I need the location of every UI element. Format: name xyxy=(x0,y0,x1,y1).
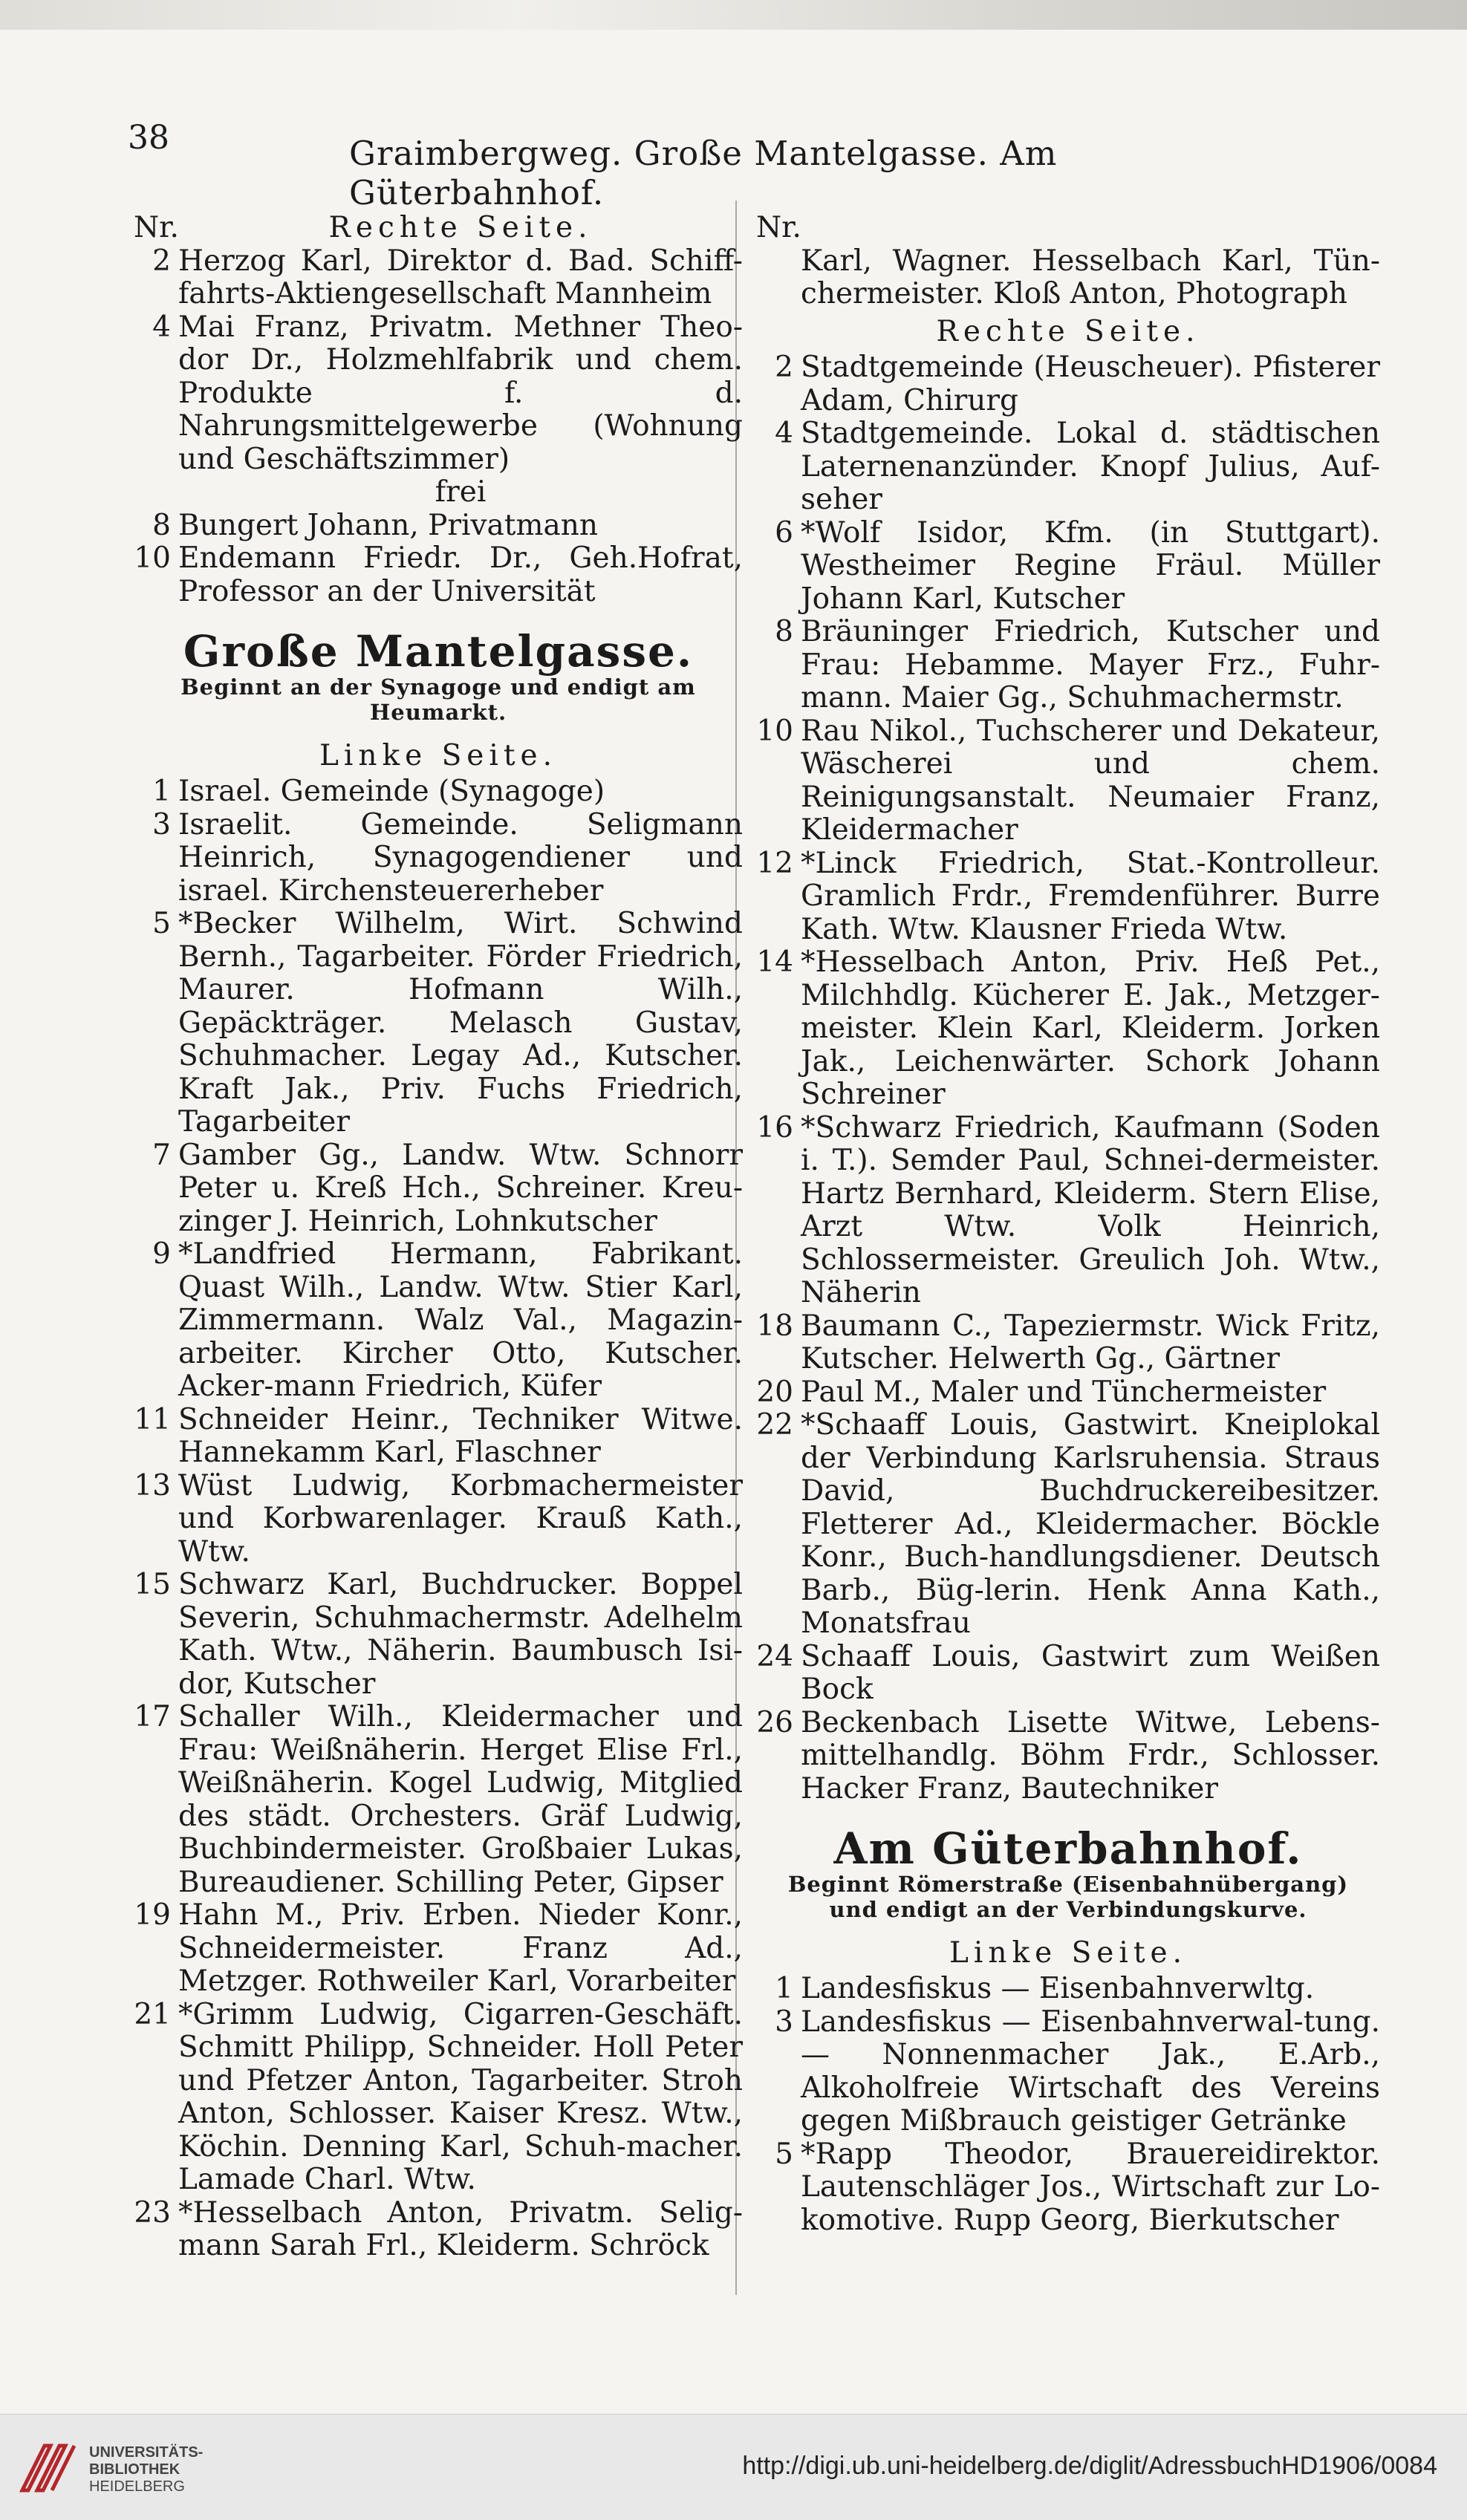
side-label: Rechte Seite. xyxy=(328,211,593,244)
directory-entry xyxy=(756,2138,1380,2238)
side-label: Rechte Seite. xyxy=(936,314,1200,348)
entry-list xyxy=(756,1973,1380,2237)
page-number: 38 xyxy=(128,119,169,157)
entry-text: Landesfiskus — Eisenbahnverwltg. xyxy=(801,1972,1315,2005)
entry-list xyxy=(756,351,1380,1806)
nr-label: Nr. xyxy=(756,211,801,244)
entry-text: *Becker Wilhelm, Wirt. Schwind Bernh., Tagarbeiter. Förder Friedrich, Maurer. Hofmann Wilh., Gepäckträger. Melasch Gustav, Schuhmacher. Legay Ad., Kutscher. Kraft Jak., Priv. Fuchs Friedrich, Tagarbeiter xyxy=(178,907,743,1139)
directory-entry xyxy=(134,245,743,311)
directory-entry xyxy=(756,946,1380,1112)
house-number: 12 xyxy=(756,846,793,880)
right-column xyxy=(756,212,1380,2237)
house-number: 26 xyxy=(756,1705,793,1739)
house-number: 9 xyxy=(152,1237,171,1271)
house-number: 8 xyxy=(775,615,793,648)
entry-text: Israelit. Gemeinde. Seligmann Heinrich, Synagogendiener und israel. Kirchensteuererheber xyxy=(178,807,743,908)
entry-text: *Grimm Ludwig, Cigarren-Geschäft. Schmitt Philipp, Schneider. Holl Peter und Pfetzer Anton, Tagarbeiter. Stroh Anton, Schlosser. Kaiser Kresz. Wtw., Köchin. Denning Karl, Schuh-macher. Lamade Charl. Wtw. xyxy=(178,1997,743,2196)
directory-entry xyxy=(756,616,1380,715)
side-label: Linke Seite. xyxy=(949,1935,1188,1970)
house-number: 16 xyxy=(756,1110,793,1145)
house-number: 2 xyxy=(775,351,793,384)
directory-entry xyxy=(756,1641,1380,1707)
house-number: 19 xyxy=(134,1898,171,1932)
directory-entry xyxy=(134,1470,743,1569)
scan-edge xyxy=(0,0,1467,30)
house-number: 1 xyxy=(775,1972,793,2005)
directory-entry xyxy=(134,775,743,809)
house-number: 20 xyxy=(756,1375,793,1409)
source-url-link[interactable]: http://digi.ub.uni-heidelberg.de/diglit/AdressbuchHD1906/0084 xyxy=(742,2452,1437,2480)
house-number: 18 xyxy=(756,1309,793,1343)
house-number: 11 xyxy=(134,1402,171,1436)
directory-entry xyxy=(756,1409,1380,1641)
house-number: 5 xyxy=(775,2137,793,2171)
library-name-line: HEIDELBERG xyxy=(89,2478,185,2495)
directory-entry xyxy=(756,847,1380,947)
street-description: Beginnt Römerstraße (Eisenbahnübergang) und endigt an der Verbindungskurve. xyxy=(787,1871,1349,1922)
nr-label: Nr. xyxy=(134,211,179,244)
entry-text: *Wolf Isidor, Kfm. (in Stuttgart). Westheimer Regine Fräul. Müller Johann Karl, Kutscher xyxy=(801,515,1380,616)
directory-entry xyxy=(756,1973,1380,2006)
directory-entry xyxy=(756,2006,1380,2138)
entry-text: *Schwarz Friedrich, Kaufmann (Soden i. T.). Semder Paul, Schnei-dermeister. Hartz Bernhard, Kleiderm. Stern Elise, Arzt Wtw. Volk Heinrich, Schlossermeister. Greulich Joh. Wtw., Näherin xyxy=(801,1110,1380,1309)
entry-text: Stadtgemeinde (Heuscheuer). Pfisterer Adam, Chirurg xyxy=(801,351,1380,417)
directory-entry xyxy=(134,809,743,908)
continuation-text: Karl, Wagner. Hesselbach Karl, Tün-chermeister. Kloß Anton, Photograph xyxy=(801,244,1380,310)
entry-text: Baumann C., Tapeziermstr. Wick Fritz, Kutscher. Helwerth Gg., Gärtner xyxy=(801,1309,1380,1375)
house-number: 4 xyxy=(775,417,793,450)
directory-entry xyxy=(134,908,743,1139)
house-number: 2 xyxy=(152,244,171,278)
entry-text: Hahn M., Priv. Erben. Nieder Konr., Schneidermeister. Franz Ad., Metzger. Rothweiler Karl, Vorarbeiter xyxy=(178,1898,743,1998)
side-label: Linke Seite. xyxy=(319,738,558,772)
entry-text: Wüst Ludwig, Korbmachermeister und Korbwarenlager. Krauß Kath., Wtw. xyxy=(178,1468,743,1569)
directory-entry xyxy=(756,1376,1380,1410)
house-number: 21 xyxy=(134,1997,171,2031)
house-number: 6 xyxy=(775,515,793,550)
house-number: 4 xyxy=(152,310,171,344)
entry-text: *Linck Friedrich, Stat.-Kontrolleur. Gramlich Frdr., Fremdenführer. Burre Kath. Wtw. Klausner Frieda Wtw. xyxy=(801,846,1380,946)
directory-entry xyxy=(134,1238,743,1404)
house-number: 22 xyxy=(756,1408,793,1442)
running-head: Graimbergweg. Große Mantelgasse. Am Güterbahnhof. xyxy=(349,134,1058,212)
entry-text: *Hesselbach Anton, Privatm. Selig-mann Sarah Frl., Kleiderm. Schröck xyxy=(178,2195,743,2262)
directory-entry xyxy=(756,517,1380,616)
entry-text: *Hesselbach Anton, Priv. Heß Pet., Milchhdlg. Kücherer E. Jak., Metzger-meister. Klein Karl, Kleiderm. Jorken Jak., Leichenwärter. Schork Johann Schreiner xyxy=(801,945,1380,1111)
entry-text: Mai Franz, Privatm. Methner Theo-dor Dr., Holzmehlfabrik und chem. Produkte f. d. Nahrungsmittelgewerbe (Wohnung und Geschäftszimmer) xyxy=(178,310,743,476)
directory-entry xyxy=(134,1404,743,1470)
library-name-line: BIBLIOTHEK xyxy=(89,2461,180,2478)
directory-entry xyxy=(756,1310,1380,1376)
frei-label: frei xyxy=(435,475,487,509)
entry-text: *Landfried Hermann, Fabrikant. Quast Wilh., Landw. Wtw. Stier Karl, Zimmermann. Walz Val., Magazin-arbeiter. Kircher Otto, Kutscher. Acker-mann Friedrich, Küfer xyxy=(178,1237,743,1403)
entry-text: Schneider Heinr., Techniker Witwe. Hannekamm Karl, Flaschner xyxy=(178,1402,743,1469)
left-header xyxy=(134,212,743,245)
street-description: Beginnt an der Synagoge und endigt am Heumarkt. xyxy=(180,674,696,725)
directory-entry xyxy=(756,351,1380,417)
house-number: 1 xyxy=(152,775,171,808)
directory-entry xyxy=(134,1999,743,2197)
house-number: 5 xyxy=(152,907,171,940)
street-title: Große Mantelgasse. xyxy=(183,626,694,677)
footer-bar xyxy=(0,2414,1467,2520)
directory-entry xyxy=(756,715,1380,847)
directory-entry xyxy=(756,1112,1380,1310)
house-number: 3 xyxy=(152,807,171,841)
house-number: 15 xyxy=(134,1568,171,1601)
entry-text: Bräuninger Friedrich, Kutscher und Frau: Hebamme. Mayer Frz., Fuhr-mann. Maier Gg., Schuhmachermstr. xyxy=(801,615,1380,714)
directory-entry xyxy=(134,311,743,477)
directory-entry xyxy=(134,1569,743,1701)
library-name-line: UNIVERSITÄTS- xyxy=(89,2444,204,2461)
house-number: 10 xyxy=(134,541,171,575)
left-column xyxy=(134,212,743,2263)
house-number: 17 xyxy=(134,1700,171,1733)
library-logo-icon xyxy=(15,2431,82,2502)
right-header xyxy=(756,212,1380,245)
entry-text: Landesfiskus — Eisenbahnverwal-tung. — Nonnenmacher Jak., E.Arb., Alkoholfreie Wirtschaft des Vereins gegen Mißbrauch geistiger Getränke xyxy=(801,2005,1380,2138)
entry-text: *Rapp Theodor, Brauereidirektor. Lautenschläger Jos., Wirtschaft zur Lo-komotive. Rupp Georg, Bierkutscher xyxy=(801,2137,1380,2237)
house-number: 13 xyxy=(134,1468,171,1502)
house-number: 23 xyxy=(134,2195,171,2230)
directory-entry xyxy=(756,1707,1380,1806)
entry-text: *Schaaff Louis, Gastwirt. Kneiplokal der Verbindung Karlsruhensia. Straus David, Buchdruckereibesitzer. Fletterer Ad., Kleidermacher. Böckle Konr., Buch-handlungsdiener. Deutsch Barb., Büg-lerin. Henk Anna Kath., Monatsfrau xyxy=(801,1408,1380,1640)
entry-text: Gamber Gg., Landw. Wtw. Schnorr Peter u. Kreß Hch., Schreiner. Kreu-zinger J. Heinrich, Lohnkutscher xyxy=(178,1138,743,1238)
entry-text: Endemann Friedr. Dr., Geh.Hofrat, Professor an der Universität xyxy=(178,541,743,608)
entry-text: Rau Nikol., Tuchscherer und Dekateur, Wäscherei und chem. Reinigungsanstalt. Neumaier Franz, Kleidermacher xyxy=(801,714,1380,847)
house-number: 24 xyxy=(756,1639,793,1673)
entry-text: Bungert Johann, Privatmann xyxy=(178,508,598,542)
library-name xyxy=(89,2444,203,2495)
house-number: 7 xyxy=(152,1138,171,1172)
directory-entry xyxy=(134,2197,743,2263)
directory-entry xyxy=(756,417,1380,517)
house-number: 10 xyxy=(756,714,793,748)
entry-text: Schaller Wilh., Kleidermacher und Frau: Weißnäherin. Herget Elise Frl., Weißnäherin. Kogel Ludwig, Mitglied des städt. Orchesters. Gräf Ludwig, Buchbindermeister. Großbaier Lukas, Bureaudiener. Schilling Peter, Gipser xyxy=(178,1700,743,1899)
entry-text: Herzog Karl, Direktor d. Bad. Schiff-fahrts-Aktiengesellschaft Mannheim xyxy=(178,244,743,310)
directory-entry xyxy=(134,1701,743,1899)
directory-entry xyxy=(134,1899,743,1999)
entry-list xyxy=(134,509,743,609)
house-number: 14 xyxy=(756,945,793,979)
house-number: 8 xyxy=(152,508,171,542)
entry-list xyxy=(134,245,743,477)
entry-text: Schaaff Louis, Gastwirt zum Weißen Bock xyxy=(801,1639,1380,1706)
entry-list xyxy=(134,775,743,2263)
house-number: 3 xyxy=(775,2005,793,2039)
entry-text: Paul M., Maler und Tünchermeister xyxy=(801,1375,1327,1409)
entry-text: Israel. Gemeinde (Synagoge) xyxy=(178,775,605,808)
directory-entry xyxy=(134,509,743,543)
directory-entry xyxy=(134,542,743,608)
street-title: Am Güterbahnhof. xyxy=(833,1823,1303,1874)
directory-entry xyxy=(134,1139,743,1239)
entry-text: Beckenbach Lisette Witwe, Lebens-mittelhandlg. Böhm Frdr., Schlosser. Hacker Franz, Bautechniker xyxy=(801,1705,1380,1806)
entry-text: Stadtgemeinde. Lokal d. städtischen Laternenanzünder. Knopf Julius, Auf-seher xyxy=(801,417,1380,516)
entry-text: Schwarz Karl, Buchdrucker. Boppel Severin, Schuhmachermstr. Adelhelm Kath. Wtw., Näherin. Baumbusch Isi-dor, Kutscher xyxy=(178,1568,743,1701)
